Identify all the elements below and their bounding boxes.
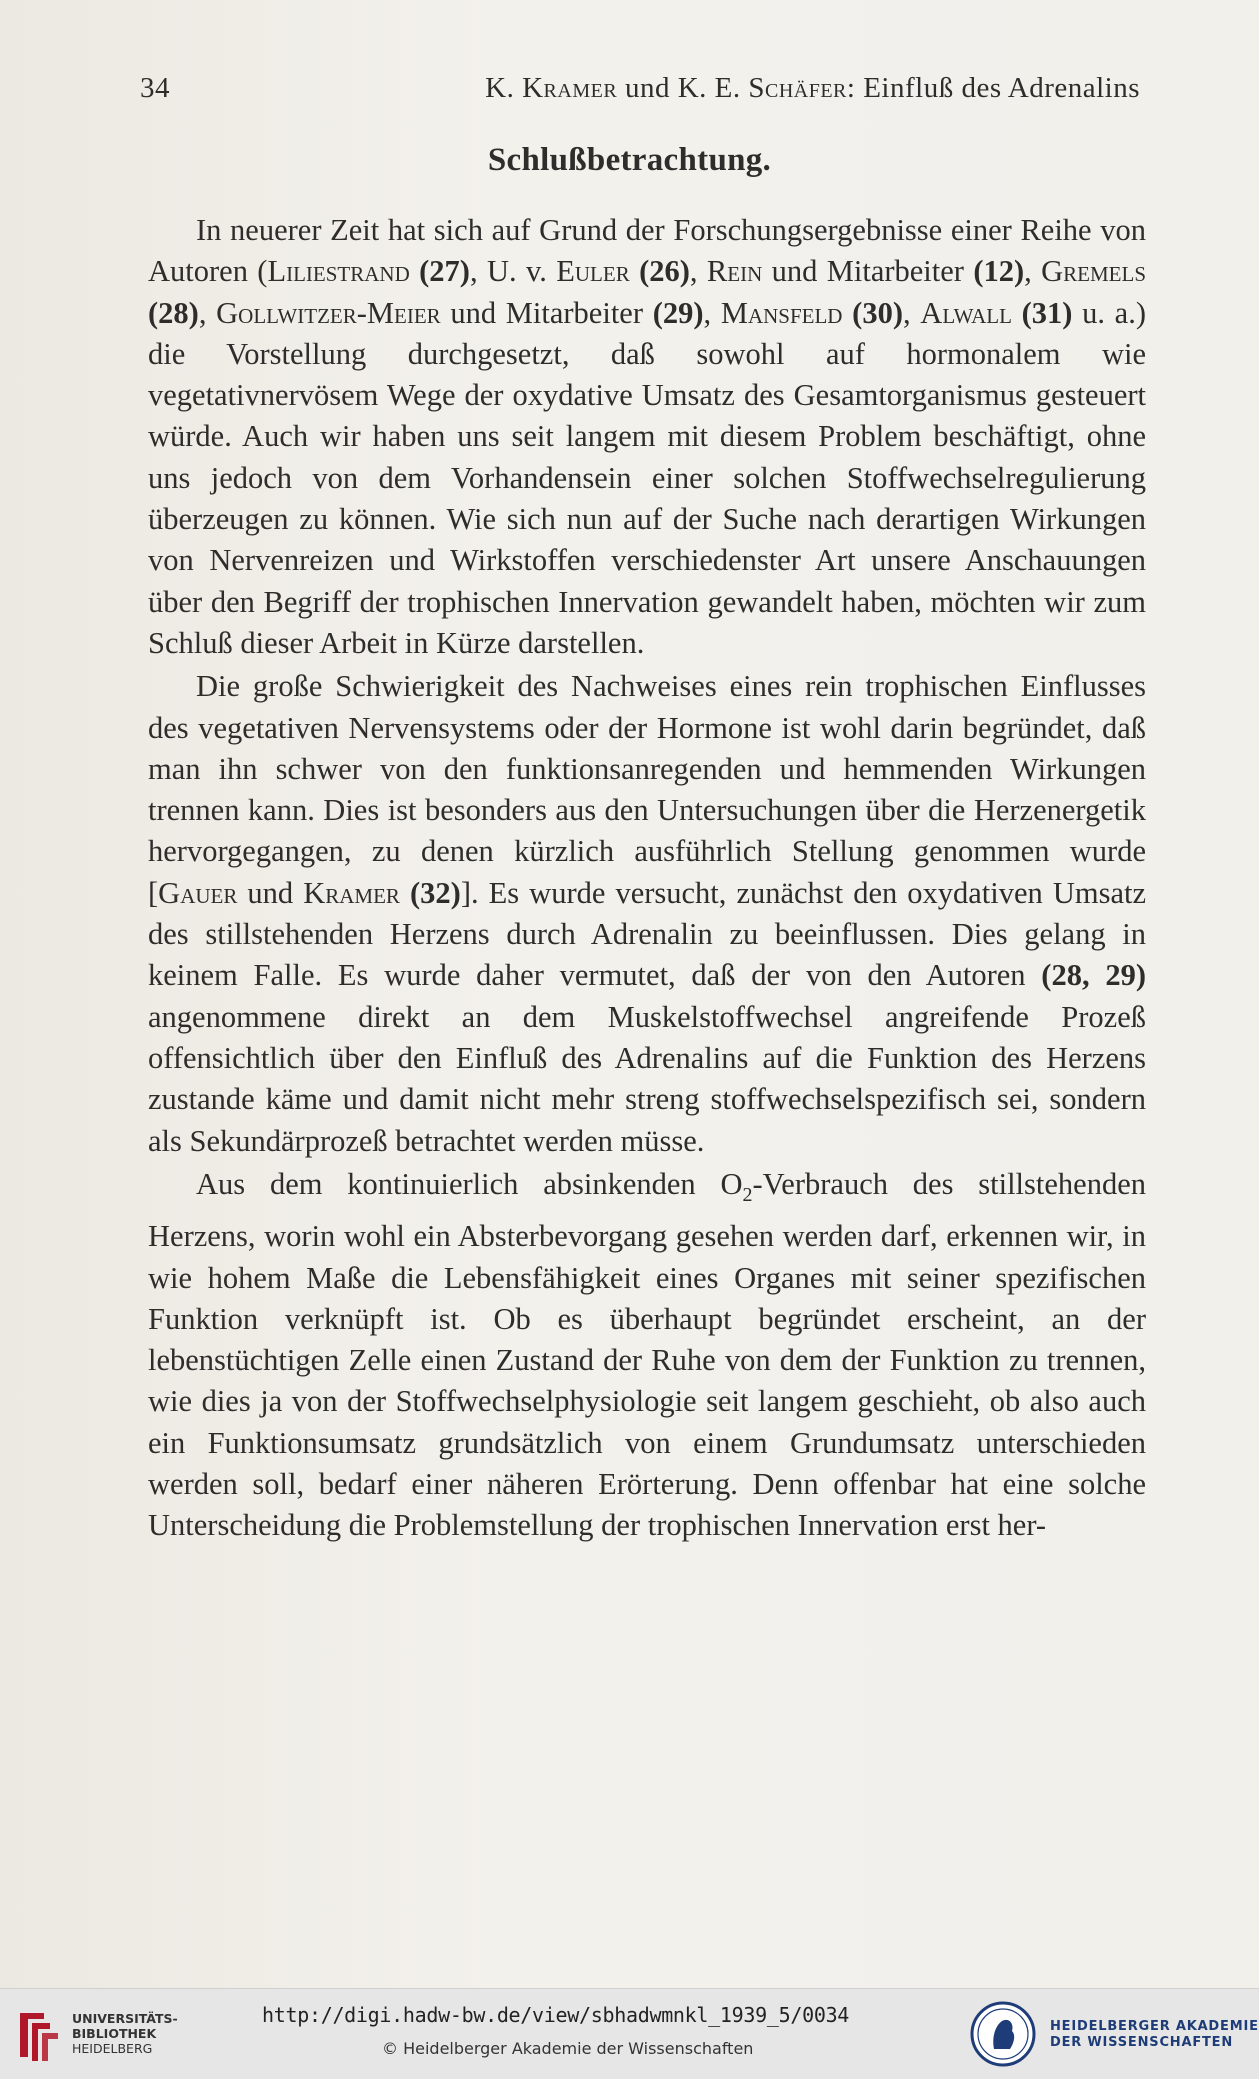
text-run: Die große Schwierigkeit des Nachweises eines rein trophischen Einflusses des vegetativen Nervensystems oder der Hormone ist wohl darin begründet, daß man ihn schwer von den funktionsanregenden und hemmenden Wirkungen trennen kann. Dies ist besonders aus den Untersuchungen über die Herzenergetik hervorgegangen, zu denen kürzlich ausführlich Stellung genommen wurde [: [148, 669, 1146, 910]
library-name-line3: HEIDELBERG: [72, 2041, 153, 2056]
author1-name: Kramer: [522, 72, 618, 104]
text-run: -Verbrauch des stillstehenden Herzens, worin wohl ein Absterbevorgang gesehen werden darf, erkennen wir, in wie hohem Maße die Lebensfähigkeit eines Organes mit seiner spezifischen Funktion verknüpft ist. Ob es überhaupt begründet erscheint, an der lebenstüchtigen Zelle einen Zustand der Ruhe von dem der Funktion zu trennen, wie dies ja von der Stoffwechselphysiologie seit langem geschieht, ob also auch ein Funktionsumsatz grundsätzlich von einem Grundumsatz unterschieden werden soll, bedarf einer näheren Erörterung. Denn offenbar hat eine solche Unterscheidung die Problemstellung der trophischen Innervation erst her-: [148, 1166, 1146, 1543]
library-name: [72, 2011, 178, 2056]
author-name: Kramer: [303, 875, 400, 910]
text-run: [410, 254, 419, 288]
text-run: [400, 876, 410, 910]
library-name-line1: UNIVERSITÄTS-: [72, 2011, 178, 2026]
citation-ref: (30): [852, 295, 903, 330]
text-run: , U. v.: [469, 254, 557, 289]
author-name: Euler: [556, 254, 630, 289]
text-run: u. a.) die Vorstellung durchgesetzt, daß sowohl auf hormonalem wie vegetativnervösem Wege der oxydative Umsatz des Gesamtorganismus gesteuert würde. Auch wir haben uns seit langem mit diesem Problem beschäftigt, ohne uns jedoch von dem Vorhandensein einer solchen Stoffwechselregulierung überzeugen zu können. Wie sich nun auf der Suche nach derartigen Wirkungen von Nervenreizen und Wirkstoffen verschiedenster Art unsere Anschauungen über den Begriff der trophischen Innervation gewandelt haben, möchten wir zum Schluß dieser Arbeit in Kürze darstellen.: [148, 295, 1146, 660]
text-run: ,: [902, 295, 921, 330]
text-run: und: [237, 875, 304, 910]
citation-ref: (32): [409, 875, 461, 910]
text-run: [1012, 296, 1022, 330]
author-name: Liliestrand: [267, 254, 410, 289]
footer-bar: [0, 1988, 1259, 2079]
text-run: Aus dem kontinuierlich absinkenden O: [196, 1166, 743, 1201]
author-name: Rein: [706, 254, 763, 289]
running-head: [140, 72, 1140, 112]
library-name-line2: BIBLIOTHEK: [72, 2026, 157, 2041]
permalink-url[interactable]: http://digi.hadw-bw.de/view/sbhadwmnkl_1939_5/0034: [262, 2003, 850, 2027]
citation-ref: (31): [1021, 295, 1073, 330]
body-text: [148, 210, 1146, 1549]
and-text: und K. E.: [617, 72, 749, 104]
citation-ref: (26): [639, 254, 690, 289]
citation-ref: (29): [652, 295, 704, 330]
academy-seal-icon: [970, 2001, 1036, 2067]
paragraph: [148, 1164, 1146, 1547]
citation-ref: (27): [419, 254, 470, 289]
text-run: und Mitarbeiter: [762, 254, 974, 289]
university-library-logo-icon: [14, 2009, 62, 2063]
text-run: ]. Es wurde versucht, zunächst den oxydativen Umsatz des stillstehenden Herzens durch Adrenalin zu beeinflussen. Dies gelang in keinem Falle. Es wurde daher vermutet, daß der von den Autoren: [148, 875, 1147, 993]
author-name: Mansfeld: [720, 295, 843, 330]
copyright-notice: © Heidelberger Akademie der Wissenschaften: [382, 2039, 754, 2058]
author-name: Alwall: [920, 295, 1012, 330]
text-run: [630, 254, 639, 288]
paragraph: [148, 210, 1146, 664]
citation-ref: (28, 29): [1041, 958, 1146, 993]
section-title: Schlußbetrachtung.: [487, 142, 772, 178]
citation-ref: (28): [148, 295, 199, 330]
author-name: Gremels: [1041, 254, 1147, 289]
author1-initial: K.: [485, 72, 523, 104]
text-run: ,: [198, 295, 217, 330]
text-run: angenommene direkt an dem Muskelstoffwechsel angreifende Prozeß offensichtlich über den Einfluß des Adrenalins auf die Funktion des Herzens zustande käme und damit nicht mehr streng stoffwechselspezifisch sei, sondern als Sekundärprozeß betrachtet werden müsse.: [148, 999, 1146, 1158]
paragraph: [148, 666, 1146, 1162]
academy-name-line2: DER WISSENSCHAFTEN: [1050, 2035, 1234, 2050]
author-name: Gollwitzer-Meier: [216, 295, 441, 330]
text-run: In neuerer Zeit hat sich auf Grund der Forschungsergebnisse einer Reihe von Autoren (: [148, 213, 1146, 289]
text-run: [842, 296, 852, 330]
text-run: ,: [689, 254, 707, 289]
page-number: 34: [140, 72, 170, 104]
author2-name: Schäfer: [748, 72, 847, 104]
subscript: 2: [742, 1183, 753, 1206]
academy-name-line1: HEIDELBERGER AKADEMIE: [1050, 2019, 1259, 2034]
running-title: [485, 72, 1140, 105]
title-rest: : Einfluß des Adrenalins: [846, 72, 1140, 104]
text-run: ,: [1024, 254, 1042, 289]
author-name: Gauer: [158, 875, 238, 910]
text-run: und Mitarbeiter: [440, 295, 653, 330]
academy-name: [1050, 2019, 1259, 2051]
citation-ref: (12): [973, 254, 1025, 289]
text-run: ,: [703, 295, 721, 330]
